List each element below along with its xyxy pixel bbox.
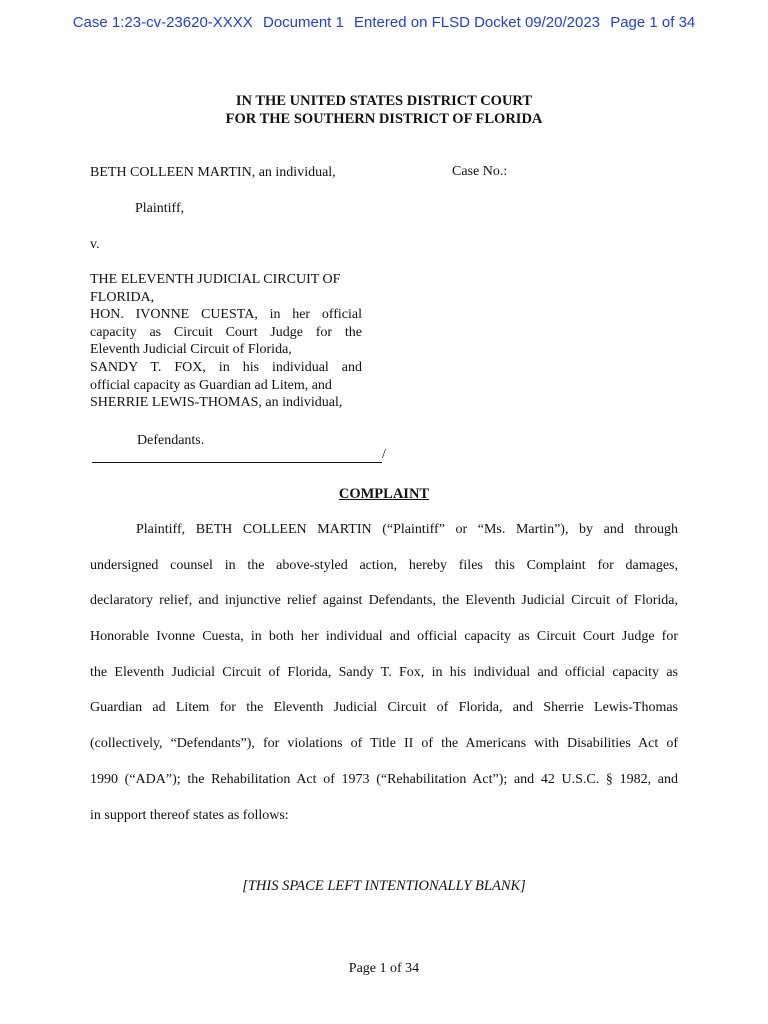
body-line: the Eleventh Judicial Circuit of Florida, Sandy T. Fox, in his individual and official capacity as (90, 664, 678, 680)
caption-rule-slash: / (382, 447, 386, 462)
court-title-line-1: IN THE UNITED STATES DISTRICT COURT (235, 93, 533, 109)
body-line: undersigned counsel in the above-styled action, hereby files this Complaint for damages, (90, 557, 678, 573)
complaint-heading: COMPLAINT (338, 486, 430, 502)
case-number-label: Case No.: (452, 164, 508, 179)
defendants-label: Defendants. (137, 433, 205, 448)
caption-rule (92, 447, 386, 463)
body-line: Honorable Ivonne Cuesta, in both her individual and official capacity as Circuit Court Judge for (90, 629, 678, 645)
defendants-line: SANDY T. FOX, in his individual and (90, 359, 362, 375)
page-footer: Page 1 of 34 (348, 961, 420, 976)
defendants-line: capacity as Circuit Court Judge for the (90, 324, 362, 340)
defendants-line: official capacity as Guardian ad Litem, and (90, 377, 332, 393)
docket-header (0, 14, 768, 31)
body-line: 1990 (“ADA”); the Rehabilitation Act of 1973 (“Rehabilitation Act”); and 42 U.S.C. § 1982, and (90, 771, 678, 787)
docket-document-number: Document 1 (262, 14, 344, 31)
defendants-line: FLORIDA, (90, 289, 155, 305)
body-line: (collectively, “Defendants”), for violations of Title II of the Americans with Disabilities Act of (90, 736, 678, 752)
versus-label: v. (90, 237, 100, 252)
plaintiff-label: Plaintiff, (135, 201, 185, 216)
body-line: declaratory relief, and injunctive relief against Defendants, the Eleventh Judicial Circuit of Florida, (90, 593, 678, 609)
defendants-line: Eleventh Judicial Circuit of Florida, (90, 342, 292, 358)
defendants-block (90, 271, 362, 412)
defendants-line: HON. IVONNE CUESTA, in her official (90, 307, 362, 323)
complaint-body-paragraph (90, 521, 678, 842)
docket-case-number: Case 1:23-cv-23620-XXXX (72, 14, 253, 31)
intentionally-blank-note: [THIS SPACE LEFT INTENTIONALLY BLANK] (242, 878, 526, 894)
court-title (0, 93, 768, 128)
body-line: in support thereof states as follows: (90, 807, 289, 823)
docket-entry-date: Entered on FLSD Docket 09/20/2023 (354, 14, 601, 31)
body-line: Guardian ad Litem for the Eleventh Judicial Circuit of Florida, and Sherrie Lewis-Thomas (90, 700, 678, 716)
court-title-line-2: FOR THE SOUTHERN DISTRICT OF FLORIDA (225, 110, 543, 127)
caption-underline (92, 448, 382, 463)
body-line: Plaintiff, BETH COLLEEN MARTIN (“Plaintiff” or “Ms. Martin”), by and through (136, 522, 678, 537)
docket-page-number: Page 1 of 34 (610, 14, 696, 31)
defendants-line: THE ELEVENTH JUDICIAL CIRCUIT OF (90, 272, 341, 287)
plaintiff-name: BETH COLLEEN MARTIN, an individual, (90, 165, 336, 180)
defendants-line: SHERRIE LEWIS-THOMAS, an individual, (90, 395, 343, 411)
